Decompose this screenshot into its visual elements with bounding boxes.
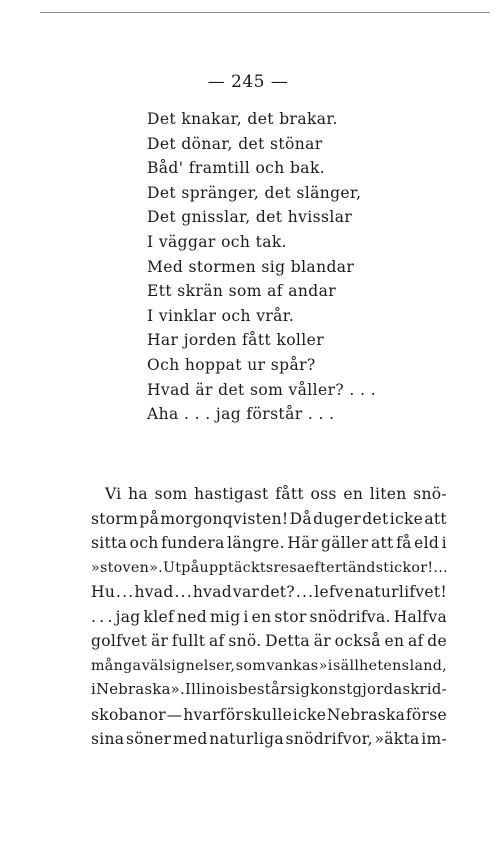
prose-line: i Nebraska». Illinois består sig konstgjorda skrid-	[91, 681, 447, 698]
page-number: — 245 —	[207, 72, 289, 92]
poem-line: Det gnisslar, det hvisslar	[147, 208, 353, 227]
prose-line: golfvet är fullt af snö. Detta är också en af de	[91, 632, 447, 650]
prose-line: skobanor — hvarför skulle icke Nebraska förse	[91, 705, 447, 724]
poem-line: Med stormen sig blandar	[147, 257, 355, 276]
prose-line: storm på morgonqvisten! Då duger det icke att	[91, 509, 447, 528]
poem-line: Det knakar, det brakar.	[147, 110, 338, 128]
poem-line: Aha . . . jag förstår . . .	[147, 405, 335, 424]
poem-line: Hvad är det som våller? . . .	[147, 380, 377, 399]
poem-line: Det dönar, det stönar	[147, 134, 323, 153]
top-edge-rule	[40, 12, 490, 13]
prose-line: Vi ha som hastigast fått oss en liten snö-	[105, 485, 447, 503]
prose-line: »stoven». Ut på upptäcktsresa efter tändstickor! . . .	[91, 559, 448, 576]
poem-line: Har jorden fått koller	[147, 331, 325, 350]
poem-line: Och hoppat ur spår?	[147, 355, 316, 374]
poem-line: I vinklar och vrår.	[147, 306, 295, 325]
poem-line: Det spränger, det slänger,	[147, 183, 362, 202]
prose-line: många välsignelser, som vankas »i sällhetens land,	[91, 657, 447, 674]
prose-line: sina söner med naturliga snödrifvor, »äkta im-	[91, 730, 447, 748]
poem-line: I väggar och tak.	[147, 232, 287, 251]
poem-line: Båd' framtill och bak.	[147, 159, 326, 178]
prose-line: . . . jag klef ned mig i en stor snödrifva. Halfva	[91, 607, 447, 626]
prose-line: Hu . . . hvad . . . hvad var det? . . . lefve naturlifvet!	[91, 583, 447, 601]
poem-line: Ett skrän som af andar	[147, 282, 337, 301]
poem	[147, 107, 376, 427]
prose-paragraph	[91, 482, 447, 752]
prose-line: sitta och fundera längre. Här gäller att få eld i	[91, 534, 447, 552]
